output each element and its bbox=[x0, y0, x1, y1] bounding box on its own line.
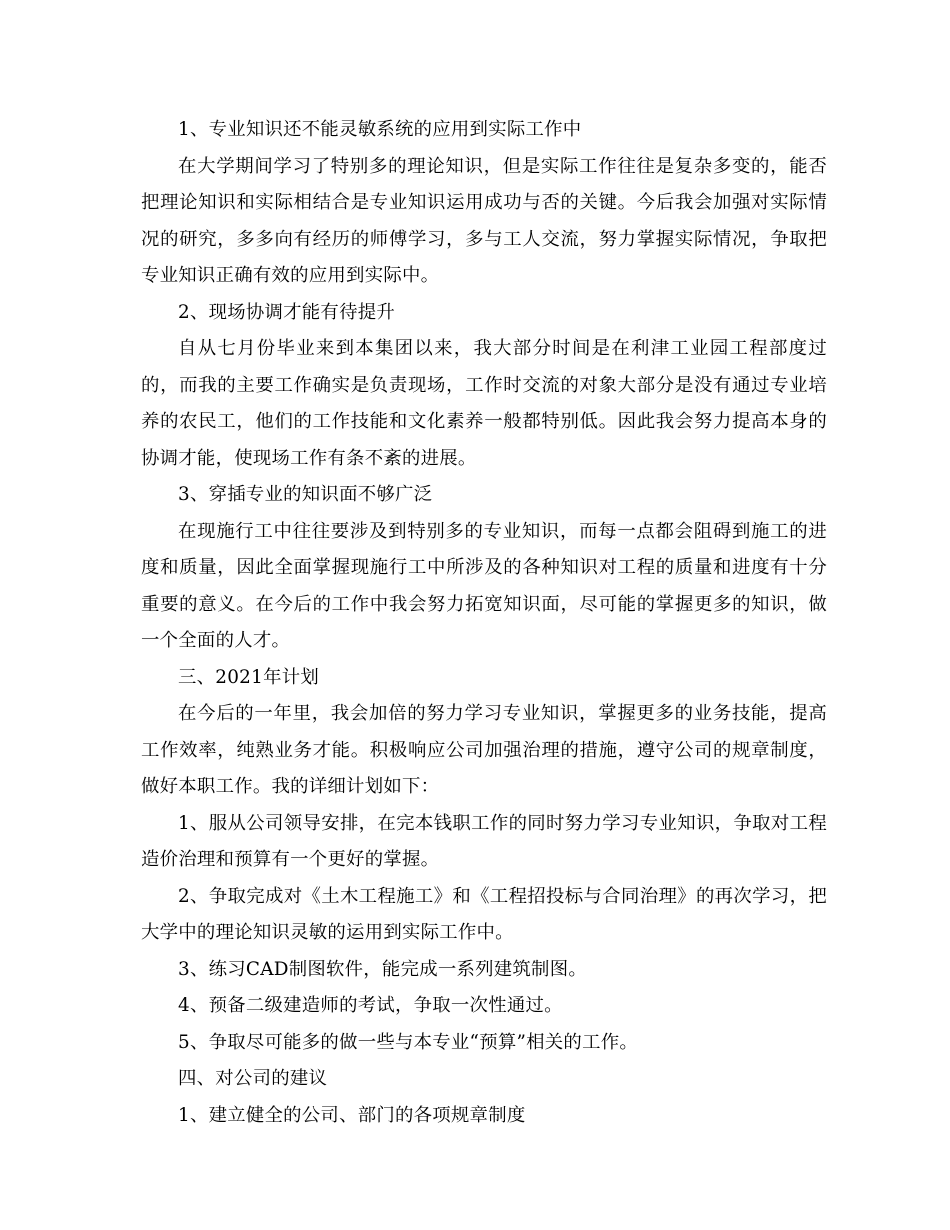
plan-item-1: 1、服从公司领导安排，在完本钱职工作的同时努力学习专业知识，争取对工程造价治理和预算有一个更好的掌握。 bbox=[141, 812, 827, 870]
paragraph-cross-discipline: 在现施行工中往往要涉及到特别多的专业知识，而每一点都会阻碍到施工的进度和质量，因此全面掌握现施行工中所涉及的各种知识对工程的质量和进度有十分重要的意义。在今后的工作中我会努力拓宽知识面，尽可能的掌握更多的知识，做一个全面的人才。 bbox=[141, 520, 827, 651]
section-heading-suggestions: 四、对公司的建议 bbox=[178, 1068, 328, 1089]
section-heading-plan: 三、2021年计划 bbox=[178, 666, 320, 688]
plan-item-4: 4、预备二级建造师的考试，争取一次性通过。 bbox=[178, 995, 563, 1016]
plan-item-5: 5、争取尽可能多的做一些与本专业“预算”相关的工作。 bbox=[178, 1031, 638, 1053]
paragraph-site-coordination: 自从七月份毕业来到本集团以来，我大部分时间是在利津工业园工程部度过的，而我的主要工作确实是负责现场，工作时交流的对象大部分是没有通过专业培养的农民工，他们的工作技能和文化素养一般都特别低。因此我会努力提高本身的协调才能，使现场工作有条不紊的进展。 bbox=[141, 338, 827, 469]
paragraph-plan-intro: 在今后的一年里，我会加倍的努力学习专业知识，掌握更多的业务技能，提高工作效率，纯熟业务才能。积极响应公司加强治理的措施，遵守公司的规章制度，做好本职工作。我的详细计划如下： bbox=[141, 703, 827, 797]
plan-item-2: 2、争取完成对《土木工程施工》和《工程招投标与合同治理》的再次学习，把大学中的理论知识灵敏的运用到实际工作中。 bbox=[141, 885, 827, 943]
section-heading-site-coordination: 2、现场协调才能有待提升 bbox=[178, 301, 395, 323]
section-heading-cross-discipline: 3、穿插专业的知识面不够广泛 bbox=[178, 484, 433, 505]
section-heading-professional-knowledge: 1、专业知识还不能灵敏系统的应用到实际工作中 bbox=[178, 119, 582, 140]
document-body bbox=[141, 112, 827, 1134]
plan-item-3: 3、练习CAD制图软件，能完成一系列建筑制图。 bbox=[178, 958, 587, 980]
paragraph-professional-knowledge: 在大学期间学习了特别多的理论知识，但是实际工作往往是复杂多变的，能否把理论知识和实际相结合是专业知识运用成功与否的关键。今后我会加强对实际情况的研究，多多向有经历的师傅学习，多与工人交流，努力掌握实际情况，争取把专业知识正确有效的应用到实际中。 bbox=[141, 155, 827, 286]
suggestion-item-1: 1、建立健全的公司、部门的各项规章制度 bbox=[178, 1104, 526, 1126]
